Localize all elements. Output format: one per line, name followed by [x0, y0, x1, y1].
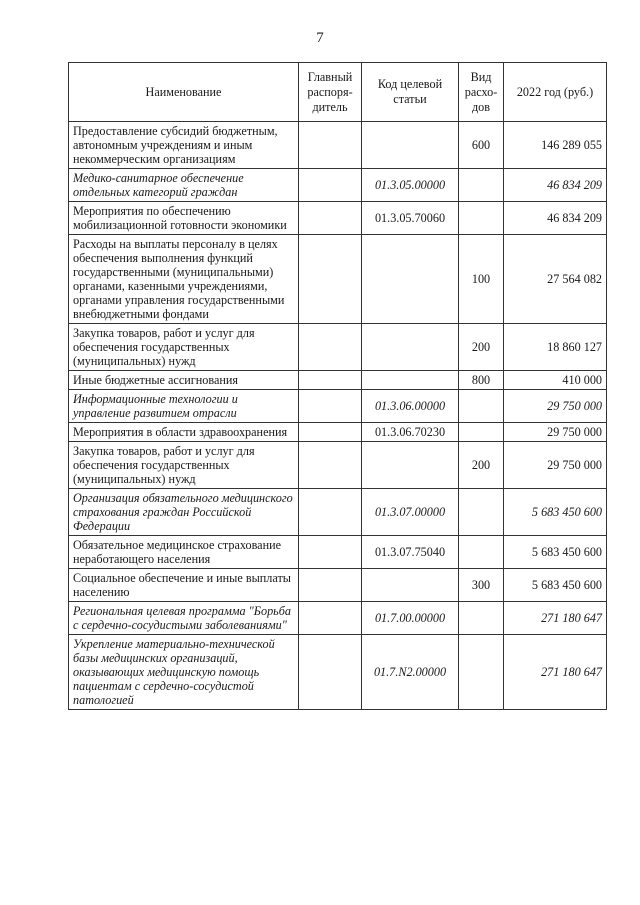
- cell-target-code: 01.3.07.75040: [362, 536, 459, 569]
- cell-main-manager: [299, 569, 362, 602]
- budget-table: [68, 62, 607, 710]
- cell-expense-type: [459, 390, 504, 423]
- cell-expense-type: 200: [459, 442, 504, 489]
- cell-expense-type: 600: [459, 122, 504, 169]
- cell-name: Закупка товаров, работ и услуг для обеспечения государственных (муниципальных) нужд: [69, 442, 299, 489]
- cell-target-code: [362, 442, 459, 489]
- cell-target-code: 01.3.05.00000: [362, 169, 459, 202]
- cell-amount: 29 750 000: [504, 423, 607, 442]
- cell-target-code: 01.3.06.70230: [362, 423, 459, 442]
- cell-target-code: [362, 569, 459, 602]
- cell-main-manager: [299, 324, 362, 371]
- cell-main-manager: [299, 536, 362, 569]
- cell-amount: 410 000: [504, 371, 607, 390]
- header-main-manager: Главный распоря-дитель: [299, 63, 362, 122]
- table-row: [69, 390, 607, 423]
- cell-amount: 146 289 055: [504, 122, 607, 169]
- cell-expense-type: 800: [459, 371, 504, 390]
- cell-expense-type: [459, 602, 504, 635]
- cell-amount: 29 750 000: [504, 442, 607, 489]
- cell-name: Закупка товаров, работ и услуг для обеспечения государственных (муниципальных) нужд: [69, 324, 299, 371]
- cell-expense-type: [459, 202, 504, 235]
- table-row: [69, 324, 607, 371]
- cell-main-manager: [299, 169, 362, 202]
- cell-target-code: 01.7.00.00000: [362, 602, 459, 635]
- cell-expense-type: [459, 489, 504, 536]
- cell-main-manager: [299, 602, 362, 635]
- header-expense-type: Вид расхо-дов: [459, 63, 504, 122]
- cell-main-manager: [299, 489, 362, 536]
- cell-name: Социальное обеспечение и иные выплаты населению: [69, 569, 299, 602]
- cell-amount: 46 834 209: [504, 169, 607, 202]
- cell-target-code: 01.3.07.00000: [362, 489, 459, 536]
- cell-name: Обязательное медицинское страхование неработающего населения: [69, 536, 299, 569]
- cell-expense-type: [459, 536, 504, 569]
- cell-amount: 5 683 450 600: [504, 569, 607, 602]
- cell-target-code: 01.3.06.00000: [362, 390, 459, 423]
- table-row: [69, 569, 607, 602]
- table-header-row: [69, 63, 607, 122]
- cell-amount: 5 683 450 600: [504, 489, 607, 536]
- table-row: [69, 371, 607, 390]
- cell-name: Организация обязательного медицинского страхования граждан Российской Федерации: [69, 489, 299, 536]
- cell-name: Укрепление материально-технической базы медицинских организаций, оказывающих медицинскую помощь пациентам с сердечно-сосудистой патологией: [69, 635, 299, 710]
- header-target-code: Код целевой статьи: [362, 63, 459, 122]
- page-number: 7: [316, 30, 324, 46]
- cell-name: Мероприятия в области здравоохранения: [69, 423, 299, 442]
- table-row: [69, 489, 607, 536]
- cell-name: Региональная целевая программа "Борьба с сердечно-сосудистыми заболеваниями": [69, 602, 299, 635]
- cell-main-manager: [299, 371, 362, 390]
- cell-main-manager: [299, 235, 362, 324]
- cell-name: Расходы на выплаты персоналу в целях обеспечения выполнения функций государственными (муниципальными) органами, казенными учреждениями, органами управления государственными внебюджетными фондами: [69, 235, 299, 324]
- cell-expense-type: 200: [459, 324, 504, 371]
- table-row: [69, 423, 607, 442]
- cell-main-manager: [299, 635, 362, 710]
- table-row: [69, 442, 607, 489]
- cell-amount: 46 834 209: [504, 202, 607, 235]
- cell-main-manager: [299, 390, 362, 423]
- cell-amount: 29 750 000: [504, 390, 607, 423]
- cell-main-manager: [299, 442, 362, 489]
- cell-target-code: [362, 235, 459, 324]
- cell-expense-type: [459, 169, 504, 202]
- cell-target-code: [362, 122, 459, 169]
- cell-main-manager: [299, 122, 362, 169]
- cell-target-code: 01.7.N2.00000: [362, 635, 459, 710]
- table-row: [69, 635, 607, 710]
- table-body: [69, 122, 607, 710]
- table-row: [69, 536, 607, 569]
- cell-amount: 5 683 450 600: [504, 536, 607, 569]
- cell-expense-type: 300: [459, 569, 504, 602]
- cell-amount: 271 180 647: [504, 602, 607, 635]
- cell-expense-type: 100: [459, 235, 504, 324]
- header-year-amount: 2022 год (руб.): [504, 63, 607, 122]
- cell-name: Мероприятия по обеспечению мобилизационной готовности экономики: [69, 202, 299, 235]
- table-row: [69, 169, 607, 202]
- table-row: [69, 235, 607, 324]
- cell-target-code: [362, 324, 459, 371]
- cell-expense-type: [459, 423, 504, 442]
- table-row: [69, 122, 607, 169]
- cell-name: Предоставление субсидий бюджетным, автономным учреждениям и иным некоммерческим организациям: [69, 122, 299, 169]
- cell-name: Информационные технологии и управление развитием отрасли: [69, 390, 299, 423]
- cell-main-manager: [299, 423, 362, 442]
- cell-name: Медико-санитарное обеспечение отдельных категорий граждан: [69, 169, 299, 202]
- header-name: Наименование: [69, 63, 299, 122]
- table-row: [69, 202, 607, 235]
- cell-amount: 18 860 127: [504, 324, 607, 371]
- cell-amount: 27 564 082: [504, 235, 607, 324]
- cell-expense-type: [459, 635, 504, 710]
- cell-name: Иные бюджетные ассигнования: [69, 371, 299, 390]
- table-row: [69, 602, 607, 635]
- cell-main-manager: [299, 202, 362, 235]
- cell-target-code: 01.3.05.70060: [362, 202, 459, 235]
- cell-target-code: [362, 371, 459, 390]
- cell-amount: 271 180 647: [504, 635, 607, 710]
